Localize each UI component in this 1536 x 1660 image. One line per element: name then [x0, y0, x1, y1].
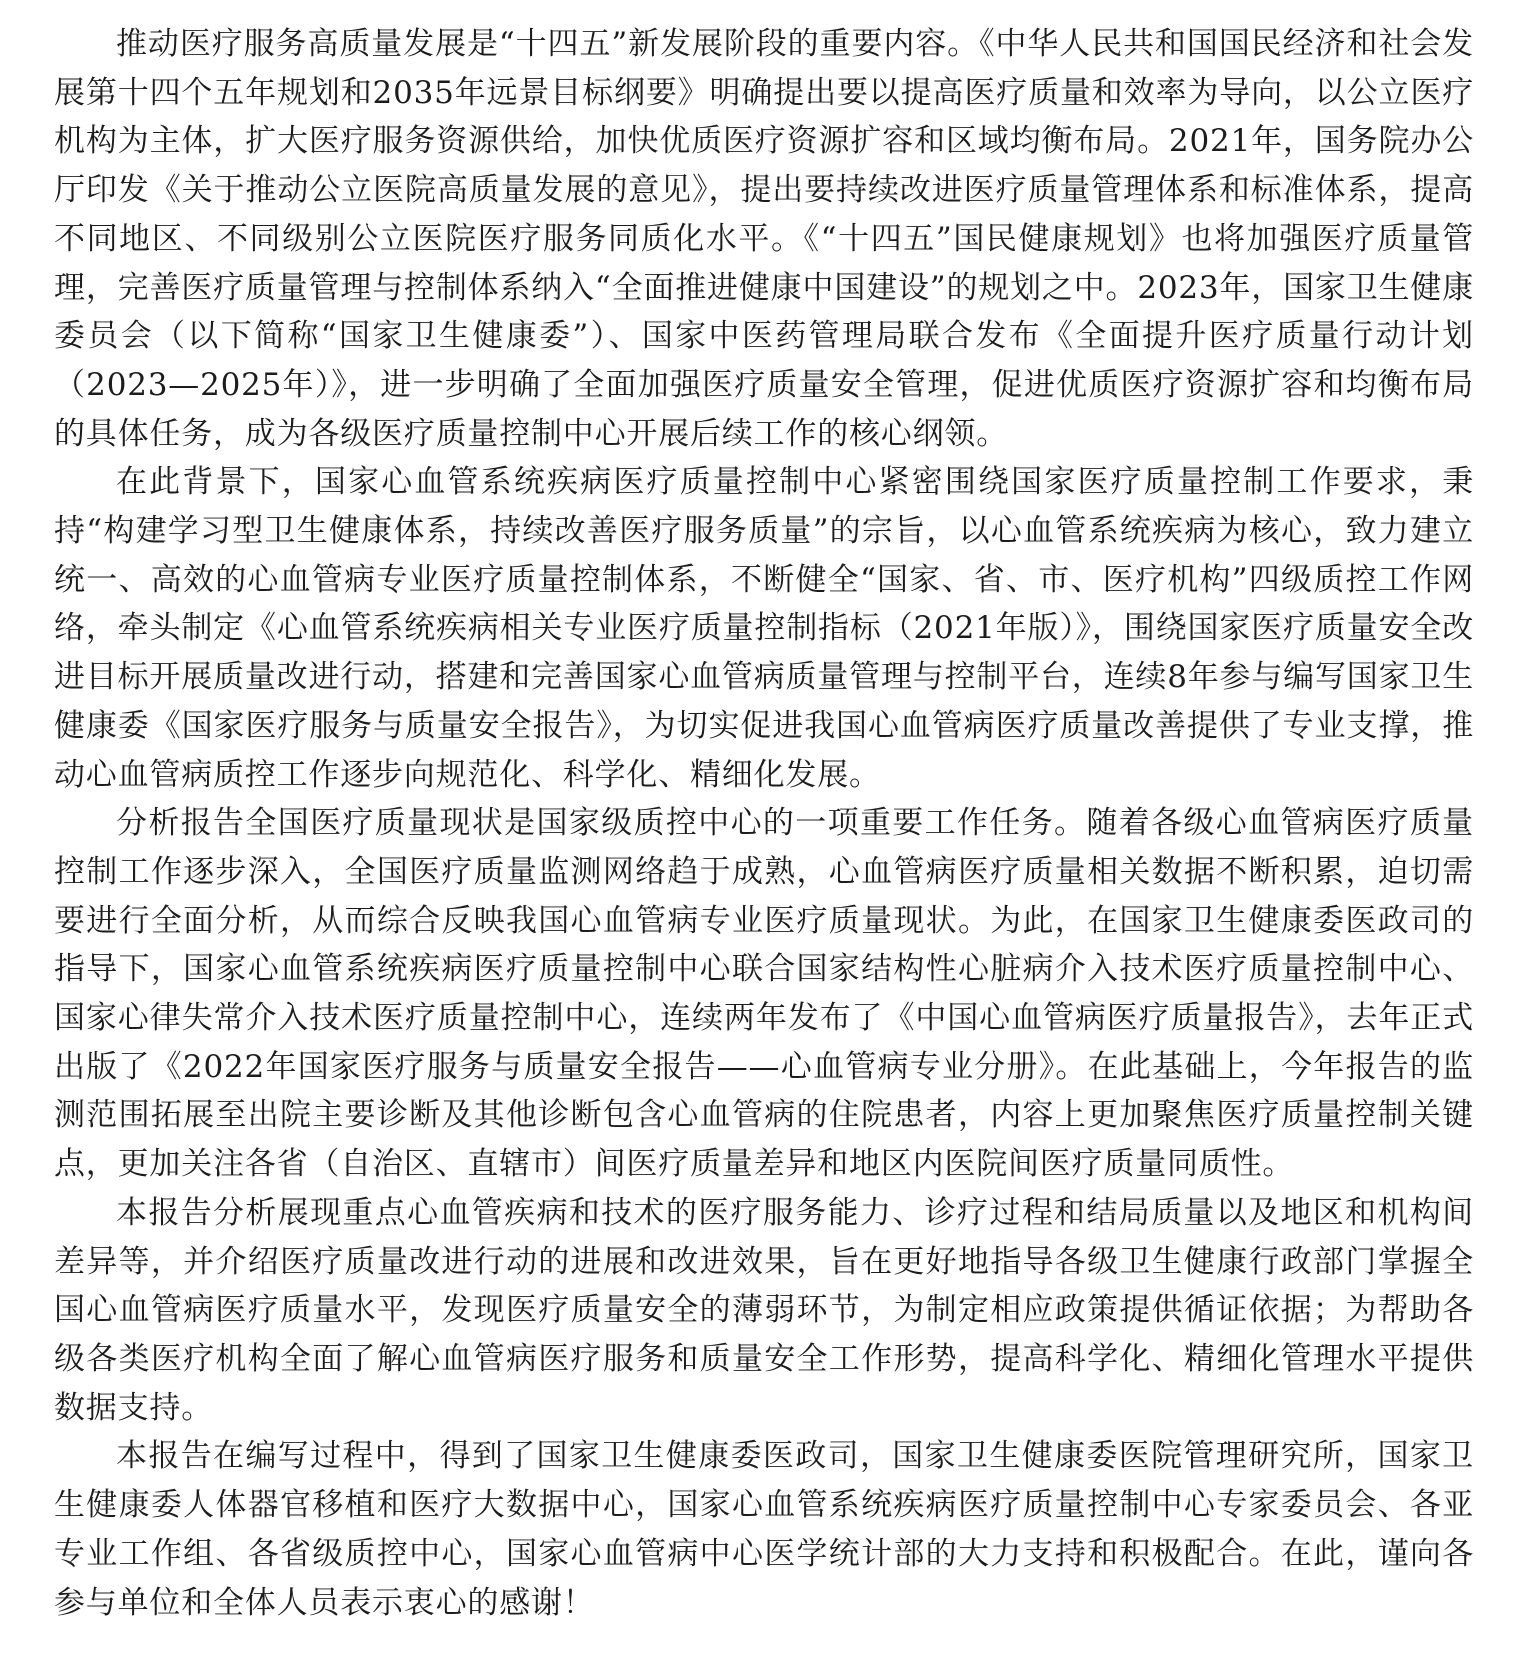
paragraph-background: 推动医疗服务高质量发展是“十四五”新发展阶段的重要内容。《中华人民共和国国民经济和社会发展第十四个五年规划和2035年远景目标纲要》明确提出要以提高医疗质量和效率为导向，以公立医疗机构为主体，扩大医疗服务资源供给，加快优质医疗资源扩容和区域均衡布局。2021年，国务院办公厅印发《关于推动公立医院高质量发展的意见》，提出要持续改进医疗质量管理体系和标准体系，提高不同地区、不同级别公立医院医疗服务同质化水平。《“十四五”国民健康规划》也将加强医疗质量管理，完善医疗质量管理与控制体系纳入“全面推进健康中国建设”的规划之中。2023年，国家卫生健康委员会（以下简称“国家卫生健康委”）、国家中医药管理局联合发布《全面提升医疗质量行动计划（2023—2025年）》，进一步明确了全面加强医疗质量安全管理，促进优质医疗资源扩容和均衡布局的具体任务，成为各级医疗质量控制中心开展后续工作的核心纲领。 [54, 26, 1474, 452]
paragraph-quality-control-center: 在此背景下，国家心血管系统疾病医疗质量控制中心紧密围绕国家医疗质量控制工作要求，秉持“构建学习型卫生健康体系，持续改善医疗服务质量”的宗旨，以心血管系统疾病为核心，致力建立统一、高效的心血管病专业医疗质量控制体系，不断健全“国家、省、市、医疗机构”四级质控工作网络，牵头制定《心血管系统疾病相关专业医疗质量控制指标（2021年版）》，围绕国家医疗质量安全改进目标开展质量改进行动，搭建和完善国家心血管病质量管理与控制平台，连续8年参与编写国家卫生健康委《国家医疗服务与质量安全报告》，为切实促进我国心血管病医疗质量改善提供了专业支撑，推动心血管病质控工作逐步向规范化、科学化、精细化发展。 [54, 464, 1474, 793]
paragraph-report-content: 本报告分析展现重点心血管疾病和技术的医疗服务能力、诊疗过程和结局质量以及地区和机构间差异等，并介绍医疗质量改进行动的进展和改进效果，旨在更好地指导各级卫生健康行政部门掌握全国心血管病医疗质量水平，发现医疗质量安全的薄弱环节，为制定相应政策提供循证依据；为帮助各级各类医疗机构全面了解心血管病医疗服务和质量安全工作形势，提高科学化、精细化管理水平提供数据支持。 [54, 1194, 1474, 1426]
paragraph-report-purpose: 分析报告全国医疗质量现状是国家级质控中心的一项重要工作任务。随着各级心血管病医疗质量控制工作逐步深入，全国医疗质量监测网络趋于成熟，心血管病医疗质量相关数据不断积累，迫切需要进行全面分析，从而综合反映我国心血管病专业医疗质量现状。为此，在国家卫生健康委医政司的指导下，国家心血管系统疾病医疗质量控制中心联合国家结构性心脏病介入技术医疗质量控制中心、国家心律失常介入技术医疗质量控制中心，连续两年发布了《中国心血管病医疗质量报告》，去年正式出版了《2022年国家医疗服务与质量安全报告——心血管病专业分册》。在此基础上，今年报告的监测范围拓展至出院主要诊断及其他诊断包含心血管病的住院患者，内容上更加聚焦医疗质量控制关键点，更加关注各省（自治区、直辖市）间医疗质量差异和地区内医院间医疗质量同质性。 [54, 805, 1474, 1183]
paragraph-acknowledgements: 本报告在编写过程中，得到了国家卫生健康委医政司，国家卫生健康委医院管理研究所，国家卫生健康委人体器官移植和医疗大数据中心，国家心血管系统疾病医疗质量控制中心专家委员会、各亚专业工作组、各省级质控中心，国家心血管病中心医学统计部的大力支持和积极配合。在此，谨向各参与单位和全体人员表示衷心的感谢！ [54, 1438, 1474, 1621]
document-page [54, 20, 1474, 1627]
